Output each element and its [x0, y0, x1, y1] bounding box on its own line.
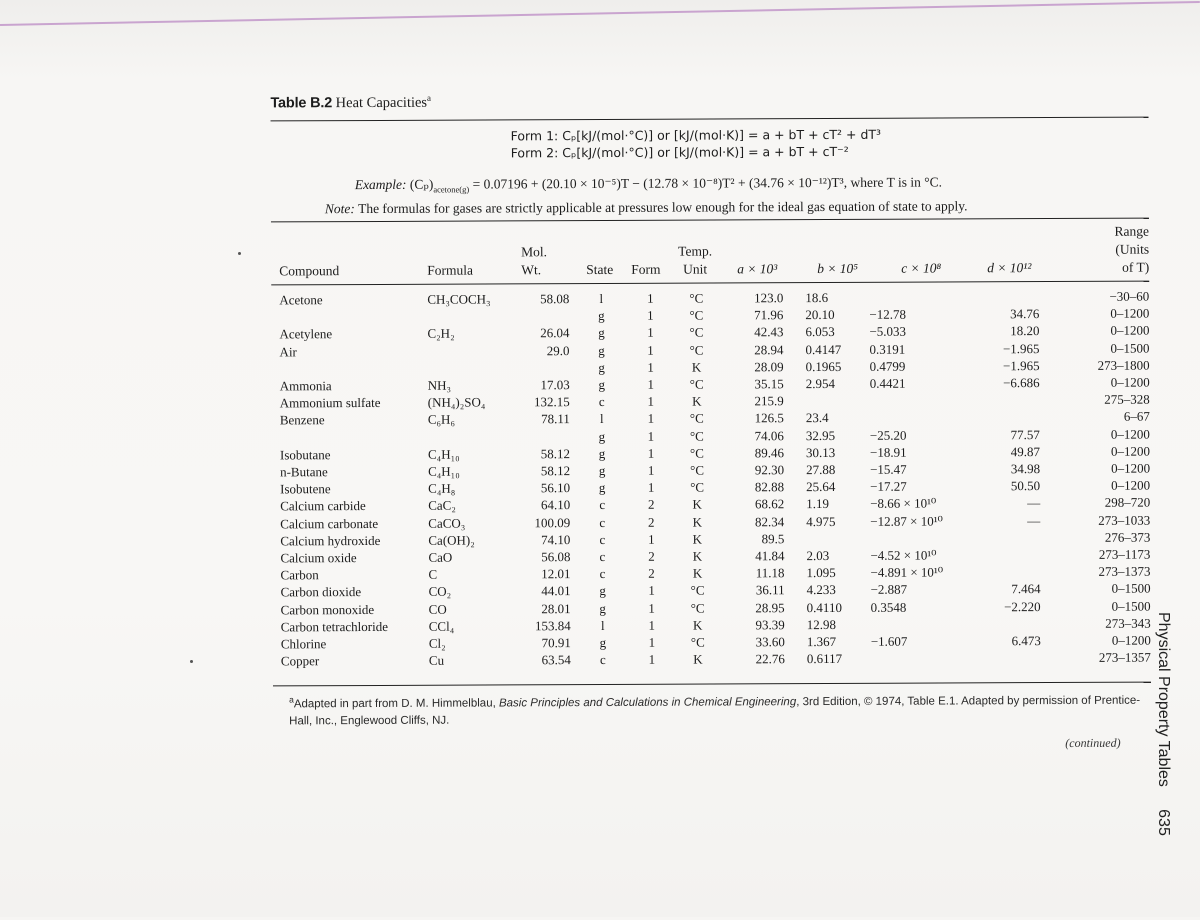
cell-c: 0.4421 — [870, 374, 970, 391]
cell-range: 0–1200 — [1061, 632, 1151, 649]
cell-a: 82.34 — [730, 513, 784, 530]
cell-form: 1 — [639, 376, 663, 393]
cell-compound: Carbon dioxide — [281, 583, 431, 601]
header-range-line3: of T) — [1069, 260, 1149, 276]
cell-form: 2 — [639, 548, 663, 565]
note — [325, 198, 968, 217]
cell-d: 77.57 — [990, 426, 1040, 443]
cell-unit: K — [680, 530, 714, 547]
cell-compound: Carbon — [280, 566, 430, 584]
cell-d: 50.50 — [990, 477, 1040, 494]
cell-unit: K — [680, 565, 714, 582]
cell-formula: CH₃COCH₃ — [427, 290, 517, 307]
cell-range: 275–328 — [1060, 391, 1150, 408]
example-label: Example: — [355, 177, 407, 192]
cell-a: 126.5 — [730, 410, 784, 427]
cell-range: 0–1200 — [1059, 322, 1149, 339]
cell-range: 273–1357 — [1061, 649, 1151, 666]
cell-state: g — [590, 359, 614, 376]
footnote — [289, 693, 1149, 731]
cell-c: −5.033 — [869, 323, 969, 340]
cell-range: 6–67 — [1060, 408, 1150, 425]
header-temp-line2: Unit — [667, 261, 723, 277]
cell-unit: °C — [681, 634, 715, 651]
cell-formula: CaC₂ — [428, 497, 518, 514]
header-c: c × 10⁸ — [901, 261, 941, 277]
cell-unit: K — [680, 496, 714, 513]
example-lhs-subscript: acetone(g) — [433, 184, 469, 194]
cell-compound: Ammonium sulfate — [280, 394, 430, 412]
cell-form: 1 — [639, 462, 663, 479]
cell-a: 28.09 — [730, 358, 784, 375]
cell-state: c — [590, 565, 614, 582]
cell-molwt: 29.0 — [519, 342, 569, 359]
cell-formula: C₄H₁₀ — [428, 462, 518, 479]
cell-formula: (NH₄)₂SO₄ — [428, 394, 518, 411]
cell-d: −1.965 — [990, 357, 1040, 374]
cell-unit: °C — [679, 290, 713, 307]
cell-state: g — [589, 307, 613, 324]
cell-form: 1 — [638, 341, 662, 358]
cell-a: 89.46 — [730, 444, 784, 461]
cell-form: 1 — [639, 393, 663, 410]
header-b: b × 10⁵ — [817, 261, 858, 277]
cell-a: 74.06 — [730, 427, 784, 444]
cell-d: 7.464 — [991, 580, 1041, 597]
cell-state: g — [591, 582, 615, 599]
cell-molwt: 56.10 — [520, 479, 570, 496]
cell-unit: °C — [680, 376, 714, 393]
cell-state: l — [591, 617, 615, 634]
cell-range: 276–373 — [1060, 528, 1150, 545]
cell-b: 0.6117 — [807, 650, 857, 667]
cell-d: 34.76 — [989, 305, 1039, 322]
cell-d: 34.98 — [990, 460, 1040, 477]
header-d: d × 10¹² — [987, 260, 1031, 276]
cell-compound: Calcium carbonate — [280, 514, 430, 532]
cell-molwt: 58.12 — [520, 462, 570, 479]
cell-compound: Isobutene — [280, 480, 430, 498]
cell-compound: Ammonia — [280, 377, 430, 395]
cell-compound: Carbon tetrachloride — [281, 618, 431, 636]
cell-c: 0.3191 — [869, 340, 969, 357]
cell-form: 1 — [640, 651, 664, 668]
cell-formula: Ca(OH)₂ — [428, 531, 518, 548]
continued-label: (continued) — [1065, 736, 1120, 751]
cell-range: 273–1373 — [1060, 563, 1150, 580]
cell-state: c — [590, 531, 614, 548]
header-a: a × 10³ — [737, 261, 777, 277]
cell-formula: NH₃ — [428, 376, 518, 393]
cell-b: 25.64 — [806, 478, 856, 495]
cell-state: g — [591, 634, 615, 651]
cell-a: 71.96 — [729, 306, 783, 323]
header-molwt-line1: Mol. — [521, 244, 571, 260]
note-label: Note: — [325, 201, 355, 216]
cell-unit: °C — [681, 582, 715, 599]
header-range-line2: (Units — [1069, 242, 1149, 258]
cell-form: 1 — [640, 634, 664, 651]
cell-b: 1.367 — [807, 633, 857, 650]
scan-speck — [238, 252, 241, 255]
cell-form: 2 — [639, 565, 663, 582]
cell-unit: °C — [680, 479, 714, 496]
cell-c: −17.27 — [870, 478, 970, 495]
cell-form: 1 — [639, 427, 663, 444]
cell-b: 27.88 — [806, 461, 856, 478]
cell-a: 28.94 — [729, 341, 783, 358]
cell-state: c — [591, 651, 615, 668]
cell-state: g — [589, 342, 613, 359]
cell-compound: Acetone — [279, 291, 429, 309]
cell-molwt: 17.03 — [520, 376, 570, 393]
cell-a: 68.62 — [730, 496, 784, 513]
cell-range: 0–1500 — [1061, 597, 1151, 614]
cell-compound: Isobutane — [280, 446, 430, 464]
cell-formula: C₄H₁₀ — [428, 445, 518, 462]
header-range-line1: Range — [1069, 224, 1149, 240]
cell-a: 123.0 — [729, 289, 783, 306]
cell-state: g — [590, 376, 614, 393]
cell-a: 93.39 — [731, 616, 785, 633]
cell-form: 1 — [639, 479, 663, 496]
cell-molwt: 78.11 — [520, 411, 570, 428]
cell-state: l — [590, 410, 614, 427]
cell-state: c — [590, 514, 614, 531]
cell-range: 0–1500 — [1061, 580, 1151, 597]
cell-molwt: 58.12 — [520, 445, 570, 462]
cell-b: 0.4110 — [807, 598, 857, 615]
cell-state: g — [590, 479, 614, 496]
cell-unit: °C — [680, 444, 714, 461]
cell-formula: CO₂ — [429, 583, 519, 600]
cell-molwt: 70.91 — [521, 634, 571, 651]
cell-range: 298–720 — [1060, 494, 1150, 511]
cell-b: 2.954 — [806, 375, 856, 392]
scan-speck — [190, 660, 193, 663]
cell-formula: CaO — [428, 548, 518, 565]
cell-b: 30.13 — [806, 444, 856, 461]
cell-form: 1 — [638, 324, 662, 341]
table-title — [270, 95, 431, 113]
cell-form: 1 — [638, 307, 662, 324]
cell-b: 1.095 — [806, 564, 856, 581]
form-1-equation: Form 1: Cₚ[kJ/(mol·°C)] or [kJ/(mol·K)] = a + bT + cT² + dT³ — [511, 127, 881, 144]
example-rhs: = 0.07196 + (20.10 × 10⁻⁵)T − (12.78 × 10⁻⁸)T² + (34.76 × 10⁻¹²)T³, where T is in °C. — [473, 175, 942, 192]
cell-state: g — [590, 445, 614, 462]
cell-molwt: 63.54 — [521, 651, 571, 668]
cell-b: 2.03 — [806, 547, 856, 564]
cell-compound: Calcium hydroxide — [280, 532, 430, 550]
cell-b: 4.975 — [806, 512, 856, 529]
cell-form: 1 — [638, 290, 662, 307]
cell-c: −18.91 — [870, 443, 970, 460]
cell-unit: °C — [680, 427, 714, 444]
cell-state: g — [590, 428, 614, 445]
cell-form: 1 — [639, 531, 663, 548]
cell-formula: C — [428, 566, 518, 583]
cell-formula: C₄H₈ — [428, 480, 518, 497]
cell-state: c — [590, 393, 614, 410]
cell-form: 2 — [639, 513, 663, 530]
cell-c: −15.47 — [870, 460, 970, 477]
cell-formula: Cl₂ — [429, 634, 519, 651]
cell-molwt: 56.08 — [520, 548, 570, 565]
cell-unit: K — [680, 548, 714, 565]
cell-formula: C₆H₆ — [428, 411, 518, 428]
cell-form: 1 — [639, 359, 663, 376]
cell-state: l — [589, 290, 613, 307]
cell-molwt: 26.04 — [519, 325, 569, 342]
form-2-equation: Form 2: Cₚ[kJ/(mol·°C)] or [kJ/(mol·K)] = a + bT + cT⁻² — [511, 144, 849, 160]
cell-molwt: 12.01 — [520, 565, 570, 582]
cell-a: 92.30 — [730, 461, 784, 478]
footnote-post: , 3rd Edition, © 1974, Table E.1. Adapted by permission of Prentice-Hall, Inc., Englewood Cliffs, NJ. — [289, 695, 1140, 728]
example-lhs: (Cₚ) — [410, 177, 433, 192]
cell-b: 4.233 — [807, 581, 857, 598]
cell-c: −25.20 — [870, 426, 970, 443]
cell-form: 1 — [640, 617, 664, 634]
cell-a: 42.43 — [729, 324, 783, 341]
cell-d: −6.686 — [990, 374, 1040, 391]
cell-range: 0–1200 — [1060, 374, 1150, 391]
cell-molwt: 74.10 — [520, 531, 570, 548]
header-molwt-line2: Wt. — [521, 262, 571, 278]
cell-form: 1 — [639, 410, 663, 427]
header-state: State — [586, 262, 613, 278]
cell-range: 0–1200 — [1059, 305, 1149, 322]
cell-compound: Benzene — [280, 411, 430, 429]
cell-c: −2.887 — [871, 581, 971, 598]
cell-molwt: 153.84 — [521, 617, 571, 634]
header-temp-line1: Temp. — [667, 243, 723, 259]
cell-b: 6.053 — [805, 323, 855, 340]
cell-range: −30–60 — [1059, 288, 1149, 305]
footnote-pre: Adapted in part from D. M. Himmelblau, — [294, 697, 499, 710]
cell-range: 0–1500 — [1059, 339, 1149, 356]
cell-c: 0.3548 — [871, 598, 971, 615]
cell-b: 18.6 — [805, 289, 855, 306]
cell-b: 0.1965 — [806, 358, 856, 375]
cell-compound: Air — [279, 342, 429, 360]
cell-c: 0.4799 — [870, 357, 970, 374]
cell-state: g — [589, 324, 613, 341]
cell-b: 0.4147 — [805, 340, 855, 357]
cell-formula: CO — [429, 600, 519, 617]
footnote-book-title: Basic Principles and Calculations in Chemical Engineering — [499, 696, 796, 709]
header-compound: Compound — [279, 263, 339, 279]
cell-state: c — [590, 496, 614, 513]
cell-unit: °C — [679, 341, 713, 358]
cell-form: 1 — [640, 599, 664, 616]
table-number: Table B.2 — [270, 95, 332, 111]
cell-formula: CaCO₃ — [428, 514, 518, 531]
cell-a: 11.18 — [730, 564, 784, 581]
table-title-text: Heat Capacities — [336, 95, 427, 111]
cell-range: 0–1200 — [1060, 477, 1150, 494]
cell-range: 0–1200 — [1060, 442, 1150, 459]
cell-compound: Chlorine — [281, 635, 431, 653]
page-number: 635 — [1155, 809, 1172, 836]
cell-b: 23.4 — [806, 409, 856, 426]
cell-formula: Cu — [429, 652, 519, 669]
cell-molwt: 58.08 — [519, 290, 569, 307]
cell-unit: K — [680, 513, 714, 530]
cell-compound: n-Butane — [280, 463, 430, 481]
cell-d: — — [990, 512, 1040, 529]
cell-unit: °C — [679, 324, 713, 341]
cell-state: g — [591, 600, 615, 617]
example-equation — [355, 175, 942, 194]
top-rule — [271, 117, 1149, 122]
running-header — [1154, 612, 1172, 836]
cell-compound: Carbon monoxide — [281, 600, 431, 618]
cell-d: 18.20 — [989, 322, 1039, 339]
cell-b: 12.98 — [807, 616, 857, 633]
cell-range: 273–1173 — [1060, 546, 1150, 563]
cell-c: −8.66 × 10¹⁰ — [870, 495, 970, 512]
cell-formula: CCl₄ — [429, 617, 519, 634]
cell-form: 1 — [639, 445, 663, 462]
header-top-rule — [271, 218, 1149, 223]
cell-b: 1.19 — [806, 495, 856, 512]
cell-compound: Calcium oxide — [280, 549, 430, 567]
cell-molwt: 132.15 — [520, 393, 570, 410]
header-formula: Formula — [427, 263, 473, 279]
cell-molwt: 44.01 — [521, 583, 571, 600]
cell-unit: K — [681, 651, 715, 668]
cell-compound: Acetylene — [279, 325, 429, 343]
cell-d: −2.220 — [991, 598, 1041, 615]
cell-unit: °C — [681, 599, 715, 616]
cell-state: g — [590, 462, 614, 479]
cell-a: 89.5 — [730, 530, 784, 547]
cell-a: 22.76 — [731, 650, 785, 667]
cell-a: 36.11 — [731, 582, 785, 599]
cell-formula: C₂H₂ — [427, 325, 517, 342]
cell-range: 0–1200 — [1060, 460, 1150, 477]
cell-molwt: 64.10 — [520, 497, 570, 514]
cell-c: −1.607 — [871, 632, 971, 649]
cell-a: 28.95 — [731, 599, 785, 616]
cell-molwt: 28.01 — [521, 600, 571, 617]
cell-unit: °C — [680, 462, 714, 479]
cell-a: 33.60 — [731, 633, 785, 650]
section-title: Physical Property Tables — [1155, 612, 1172, 787]
cell-a: 41.84 — [730, 547, 784, 564]
cell-d: — — [990, 494, 1040, 511]
cell-unit: °C — [680, 410, 714, 427]
cell-c: −4.52 × 10¹⁰ — [870, 546, 970, 563]
cell-d: 6.473 — [991, 632, 1041, 649]
cell-range: 273–1800 — [1060, 356, 1150, 373]
cell-b: 20.10 — [805, 306, 855, 323]
cell-c: −12.87 × 10¹⁰ — [870, 512, 970, 529]
cell-a: 35.15 — [730, 375, 784, 392]
cell-a: 215.9 — [730, 392, 784, 409]
cell-molwt: 100.09 — [520, 514, 570, 531]
cell-unit: K — [680, 358, 714, 375]
cell-d: −1.965 — [989, 340, 1039, 357]
cell-compound: Calcium carbide — [280, 497, 430, 515]
cell-b: 32.95 — [806, 426, 856, 443]
cell-d: 49.87 — [990, 443, 1040, 460]
table-title-footnote-mark: a — [427, 93, 431, 103]
cell-form: 1 — [640, 582, 664, 599]
footnote-mark: a — [289, 695, 294, 705]
cell-range: 273–1033 — [1060, 511, 1150, 528]
cell-c: −4.891 × 10¹⁰ — [870, 564, 970, 581]
cell-unit: K — [681, 616, 715, 633]
cell-range: 273–343 — [1061, 614, 1151, 631]
header-bottom-rule — [271, 281, 1149, 286]
header-form: Form — [631, 262, 660, 278]
cell-c: −12.78 — [869, 306, 969, 323]
cell-state: c — [590, 548, 614, 565]
cell-range: 0–1200 — [1060, 425, 1150, 442]
note-text: The formulas for gases are strictly applicable at pressures low enough for the ideal gas equation of state to apply. — [358, 198, 967, 216]
table-bottom-rule — [273, 682, 1151, 687]
cell-compound: Copper — [281, 652, 431, 670]
cell-unit: °C — [679, 307, 713, 324]
cell-form: 2 — [639, 496, 663, 513]
cell-unit: K — [680, 393, 714, 410]
cell-a: 82.88 — [730, 478, 784, 495]
